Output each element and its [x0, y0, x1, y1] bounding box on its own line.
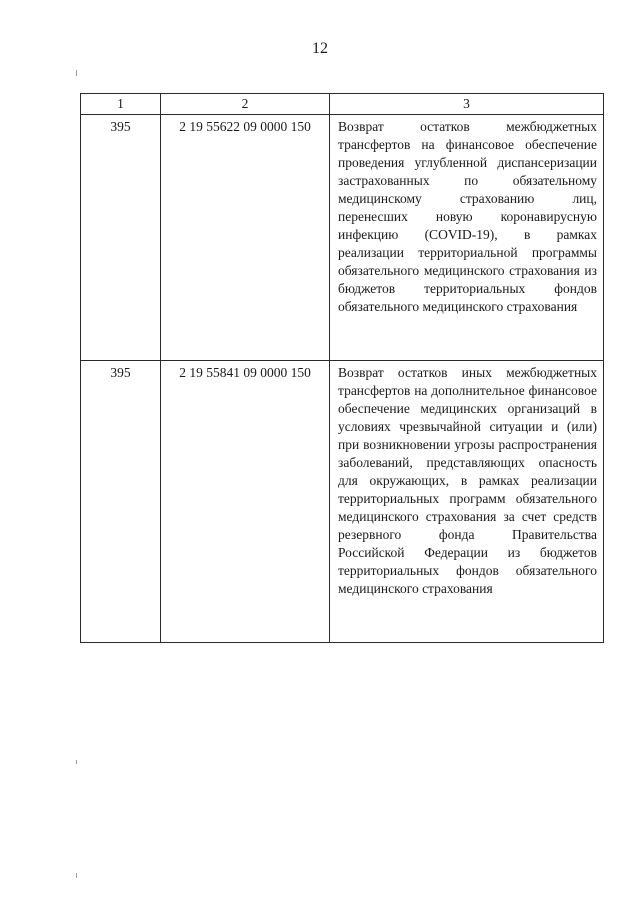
page-number: 12	[312, 40, 328, 57]
table-header-row	[81, 94, 604, 115]
column-header-3: 3	[330, 94, 604, 115]
margin-mark	[76, 873, 77, 878]
budget-codes-table	[80, 93, 604, 643]
table-row	[81, 115, 604, 361]
description-cell: Возврат остатков иных межбюджетных трансфертов на дополнительное финансовое обеспечение медицинских организаций в условиях чрезвычайной ситуации и (или) при возникновении угрозы распространения заболеваний, представляющих опасность для окружающих, в рамках реализации территориальных программ обязательного медицинского страхования за счет средств резервного фонда Правительства Российской Федерации из бюджетов территориальных фондов обязательного медицинского страхования	[330, 361, 604, 643]
budget-code-cell: 2 19 55622 09 0000 150	[161, 115, 330, 361]
table-row	[81, 361, 604, 643]
margin-mark	[76, 70, 77, 76]
margin-mark	[76, 760, 77, 764]
column-header-2: 2	[161, 94, 330, 115]
admin-code-cell: 395	[81, 115, 161, 361]
column-header-1: 1	[81, 94, 161, 115]
admin-code-cell: 395	[81, 361, 161, 643]
description-cell: Возврат остатков межбюджетных трансфертов на финансовое обеспечение проведения углубленной диспансеризации застрахованных по обязательному медицинскому страхованию лиц, перенесших новую коронавирусную инфекцию (COVID-19), в рамках реализации территориальной программы обязательного медицинского страхования из бюджетов территориальных фондов обязательного медицинского страхования	[330, 115, 604, 361]
budget-code-cell: 2 19 55841 09 0000 150	[161, 361, 330, 643]
